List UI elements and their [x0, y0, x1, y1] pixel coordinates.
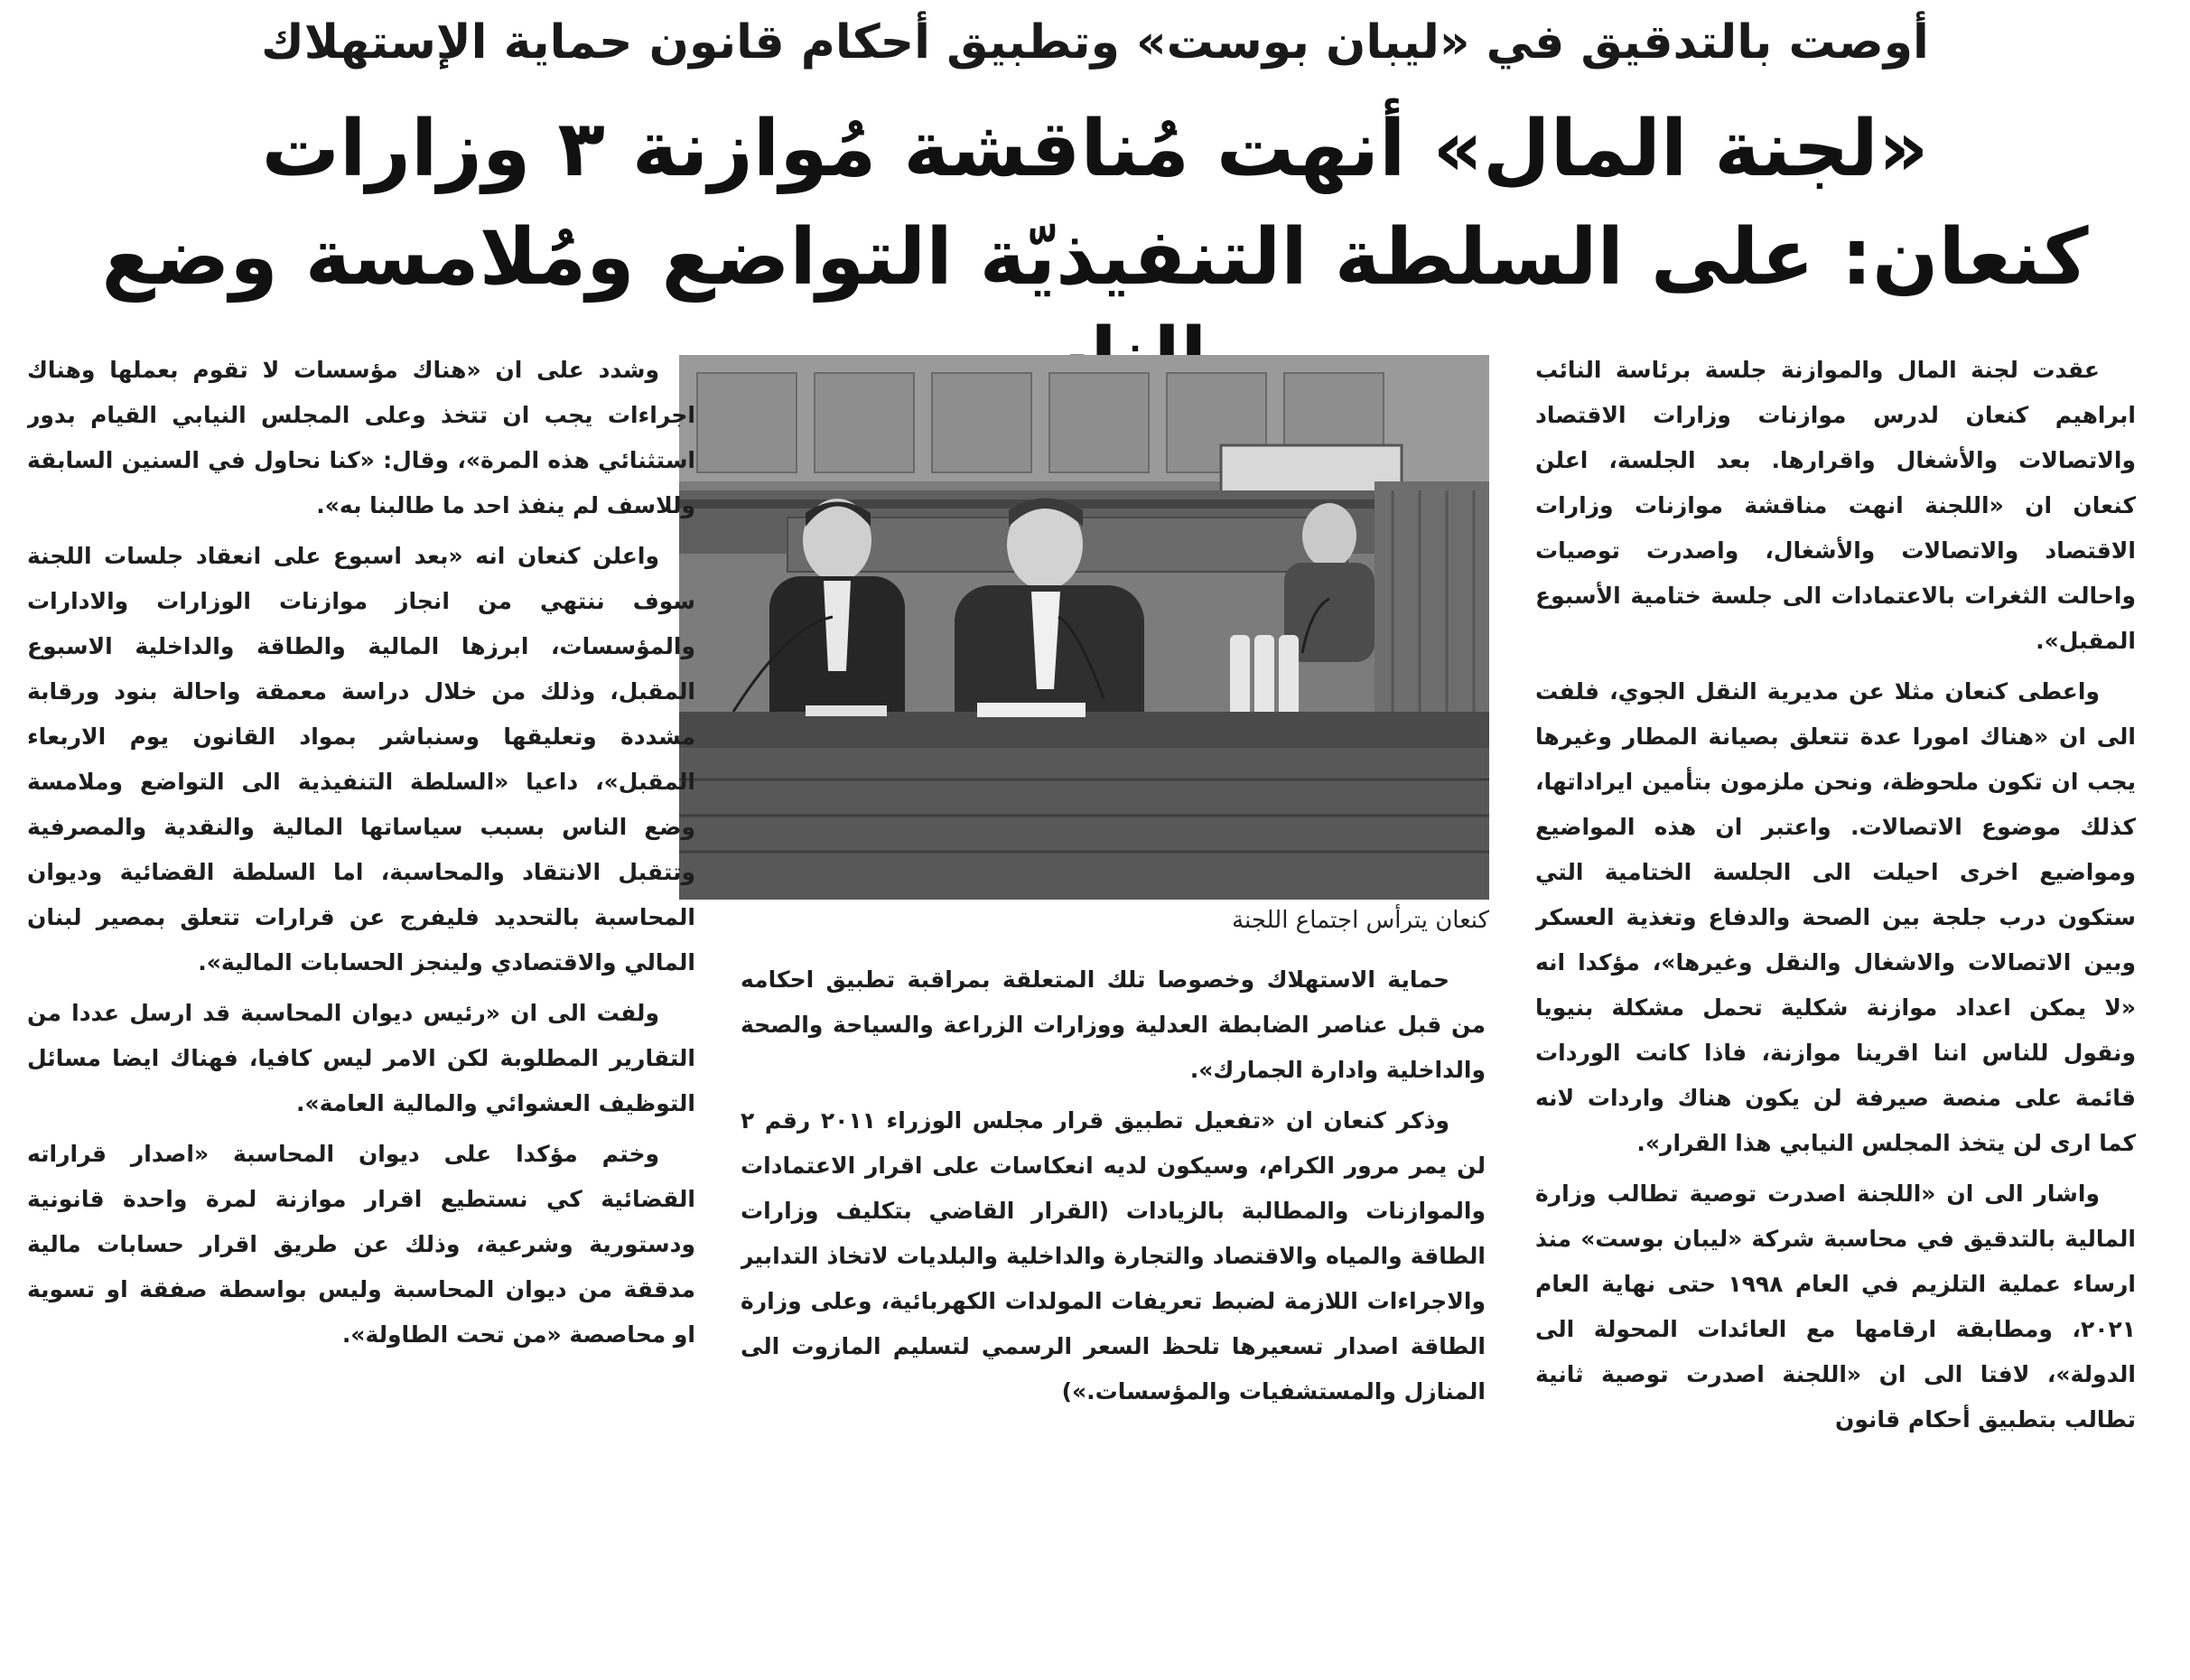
paragraph: ولفت الى ان «رئيس ديوان المحاسبة قد ارسل عددا من التقارير المطلوبة لكن الامر ليس كافيا، فهناك ايضا مسائل التوظيف العشوائي والمالية العامة».	[27, 1000, 695, 1116]
paragraph: وذكر كنعان ان «تفعيل تطبيق قرار مجلس الوزراء ٢٠١١ رقم ٢ لن يمر مرور الكرام، وسيكون لديه انعكاسات على اقرار الاعتمادات والموازنات والمطالبة بالزيادات (القرار القاضي بتكليف وزارات الطاقة والمياه والاقتصاد والتجارة والداخلية والبلديات لاتخاذ التدابير والاجراءات اللازمة لضبط تعريفات المولدات الكهربائية، وعلى وزارة الطاقة اصدار تسعيرها تلحظ السعر الرسمي لتسليم المازوت الى المنازل والمستشفيات والمؤسسات.»)	[741, 1107, 1486, 1405]
paragraph: وختم مؤكدا على ديوان المحاسبة «اصدار قراراته القضائية كي نستطيع اقرار موازنة لمرة واحدة قانونية ودستورية وشرعية، وذلك عن طريق اقرار حسابات مالية مدققة من ديوان المحاسبة وليس بواسطة صفقة او تسوية او محاصصة «من تحت الطاولة».	[27, 1141, 695, 1348]
paragraph: واعطى كنعان مثلا عن مديرية النقل الجوي، فلفت الى ان «هناك امورا عدة تتعلق بصيانة المطار وغيرها يجب ان تكون ملحوظة، ونحن ملزمون بتأمين ايراداتها، كذلك موضوع الاتصالات. واعتبر ان هذه المواضيع ومواضيع اخرى احيلت الى الجلسة الختامية التي ستكون درب جلجة بين الصحة والدفاع وتغذية العسكر وبين الاتصالات والاشغال والنقل وغيرها»، مؤكدا انه «لا يمكن اعداد موازنة شكلية تحمل مشكلة بنيويا ونقول للناس اننا اقرينا موازنة، فاذا كانت الوردات قائمة على منصة صيرفة لن يكون هناك واردات لانه كما ارى لن يتخذ المجلس النيابي هذا القرار».	[1535, 678, 2136, 1156]
headline-line-2: كنعان: على السلطة التنفيذيّة التواضع ومُلامسة وضع	[101, 212, 2089, 303]
paragraph: عقدت لجنة المال والموازنة جلسة برئاسة النائب ابراهيم كنعان لدرس موازنات وزارات الاقتصاد والاتصالات والأشغال واقرارها. بعد الجلسة، اعلن كنعان ان «اللجنة انهت مناقشة موازنات وزارات الاقتصاد والاتصالات والأشغال، واصدرت توصيات واحالت الثغرات بالاعتمادات الى جلسة ختامية الأسبوع المقبل».	[1535, 357, 2136, 654]
headline-line-1: «لجنة المال» أنهت مُناقشة مُوازنة ٣ وزارات	[261, 104, 1929, 194]
article-kicker: أوصت بالتدقيق في «ليبان بوست» وتطبيق أحكام قانون حماية الإستهلاك	[261, 15, 1929, 70]
photo-caption: كنعان يترأس اجتماع اللجنة	[1232, 907, 1489, 934]
article-column-left	[27, 348, 695, 1662]
paragraph: حماية الاستهلاك وخصوصا تلك المتعلقة بمراقبة تطبيق احكامه من قبل عناصر الضابطة العدلية ووزارات الزراعة والسياحة والصحة والداخلية وادارة الجمارك».	[741, 966, 1486, 1083]
paragraph: واشار الى ان «اللجنة اصدرت توصية تطالب وزارة المالية بالتدقيق في محاسبة شركة «ليبان بوست» منذ ارساء عملية التلزيم في العام ١٩٩٨ حتى نهاية العام ٢٠٢١، ومطابقة ارقامها مع العائدات المحولة الى الدولة»، لافتا الى ان «اللجنة اصدرت توصية ثانية تطالب بتطبيق أحكام قانون	[1535, 1181, 2136, 1433]
article-photo	[679, 355, 1489, 900]
committee-meeting-photo	[679, 355, 1489, 900]
paragraph: واعلن كنعان انه «بعد اسبوع على انعقاد جلسات اللجنة سوف ننتهي من انجاز موازنات الوزارات والادارات والمؤسسات، ابرزها المالية والطاقة والداخلية الاسبوع المقبل، وذلك من خلال دراسة معمقة واحالة بنود ورقابة مشددة وتعليقها وسنباشر بمواد القانون يوم الاربعاء المقبل»، داعيا «السلطة التنفيذية الى التواضع وملامسة وضع الناس بسبب سياساتها المالية والنقدية والمصرفية وتتقبل الانتقاد والمحاسبة، اما السلطة القضائية وديوان المحاسبة بالتحديد فليفرج عن قرارات تتعلق بمصير لبنان المالي والاقتصادي ولينجز الحسابات المالية».	[27, 543, 695, 975]
article-column-right	[1535, 348, 2136, 1662]
paragraph: وشدد على ان «هناك مؤسسات لا تقوم بعملها وهناك اجراءات يجب ان تتخذ وعلى المجلس النيابي القيام بدور استثنائي هذه المرة»، وقال: «كنا نحاول في السنين السابقة وللاسف لم ينفذ احد ما طالبنا به».	[27, 357, 695, 518]
article-column-middle	[741, 957, 1486, 1662]
